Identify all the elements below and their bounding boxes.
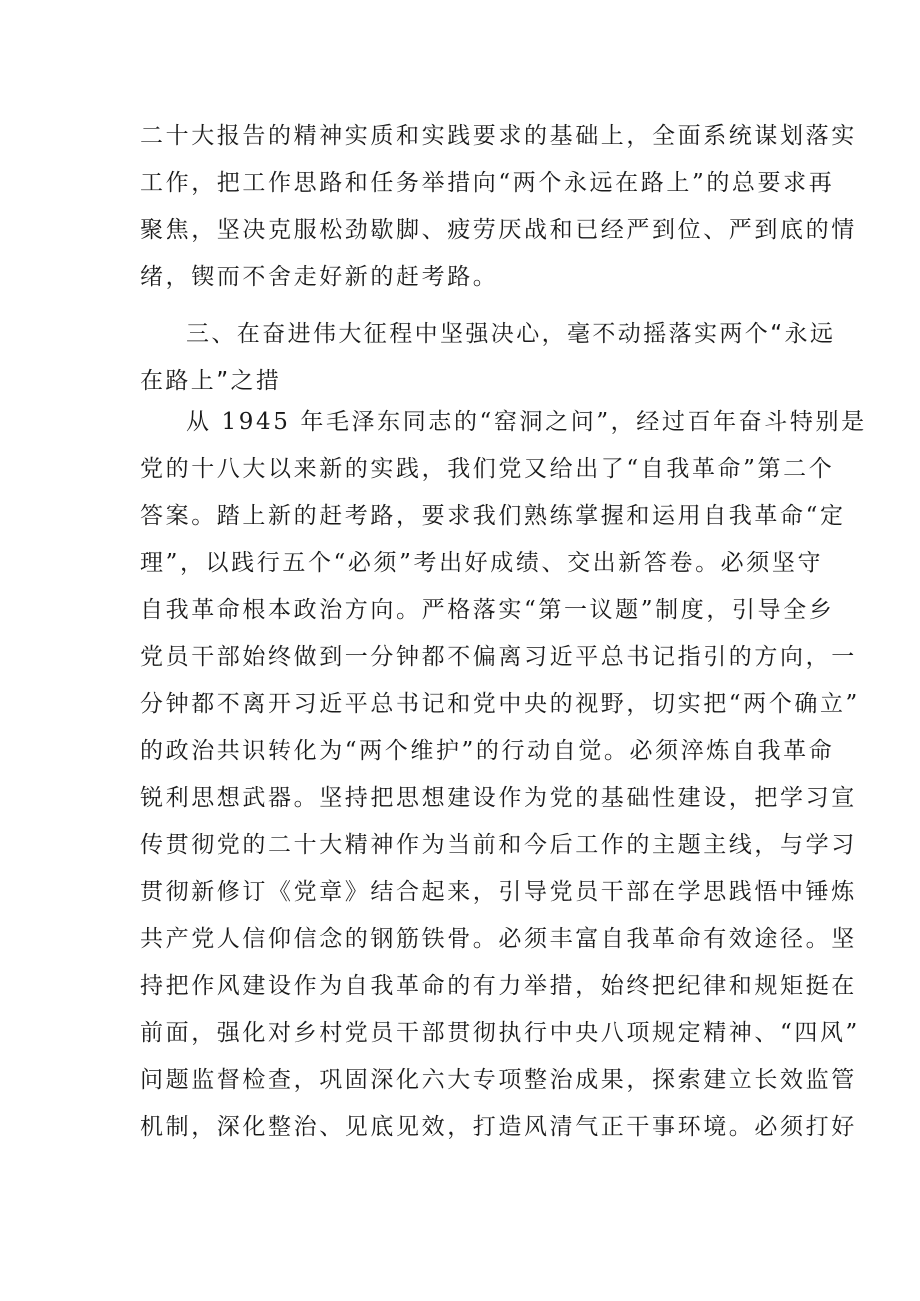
text-line: 共产党人信仰信念的钢筋铁骨。必须丰富自我革命有效途径。坚 (140, 926, 857, 952)
text-line: 的政治共识转化为“两个维护”的行动自觉。必须淬炼自我革命 (140, 738, 835, 764)
heading-line: 三、在奋进伟大征程中坚强决心，毫不动摇落实两个“永远 (186, 321, 836, 347)
section-heading (140, 311, 836, 405)
text-line: 从 1945 年毛泽东同志的“窑洞之问”，经过百年奋斗特别是 (186, 409, 867, 435)
heading-line: 在路上”之措 (140, 368, 282, 394)
text-line: 自我革命根本政治方向。严格落实“第一议题”制度，引导全乡 (140, 597, 835, 623)
text-line: 答案。踏上新的赶考路，要求我们熟练掌握和运用自我革命“定 (140, 503, 846, 529)
paragraph-intro (140, 113, 857, 301)
text-line: 贯彻新修订《党章》结合起来，引导党员干部在学思践悟中锤炼 (140, 879, 857, 905)
text-line: 分钟都不离开习近平总书记和党中央的视野，切实把“两个确立” (140, 691, 860, 717)
text-line: 党员干部始终做到一分钟都不偏离习近平总书记指引的方向，一 (140, 644, 857, 670)
text-line: 聚焦，坚决克服松劲歇脚、疲劳厌战和已经严到位、严到底的情 (140, 217, 857, 243)
text-line: 传贯彻党的二十大精神作为当前和今后工作的主题主线，与学习 (140, 832, 857, 858)
text-line: 锐利思想武器。坚持把思想建设作为党的基础性建设，把学习宣 (140, 785, 857, 811)
text-line: 绪，锲而不舍走好新的赶考路。 (140, 264, 499, 290)
text-line: 二十大报告的精神实质和实践要求的基础上，全面系统谋划落实 (140, 123, 857, 149)
text-line: 理”，以践行五个“必须”考出好成绩、交出新答卷。必须坚守 (140, 550, 824, 576)
paragraph-body (140, 399, 867, 1151)
text-line: 党的十八大以来新的实践，我们党又给出了“自我革命”第二个 (140, 456, 835, 482)
text-line: 前面，强化对乡村党员干部贯彻执行中央八项规定精神、“四风” (140, 1020, 860, 1046)
text-line: 问题监督检查，巩固深化六大专项整治成果，探索建立长效监管 (140, 1067, 857, 1093)
text-line: 机制，深化整治、见底见效，打造风清气正干事环境。必须打好 (140, 1114, 857, 1140)
text-line: 工作，把工作思路和任务举措向“两个永远在路上”的总要求再 (140, 170, 835, 196)
text-line: 持把作风建设作为自我革命的有力举措，始终把纪律和规矩挺在 (140, 973, 857, 999)
